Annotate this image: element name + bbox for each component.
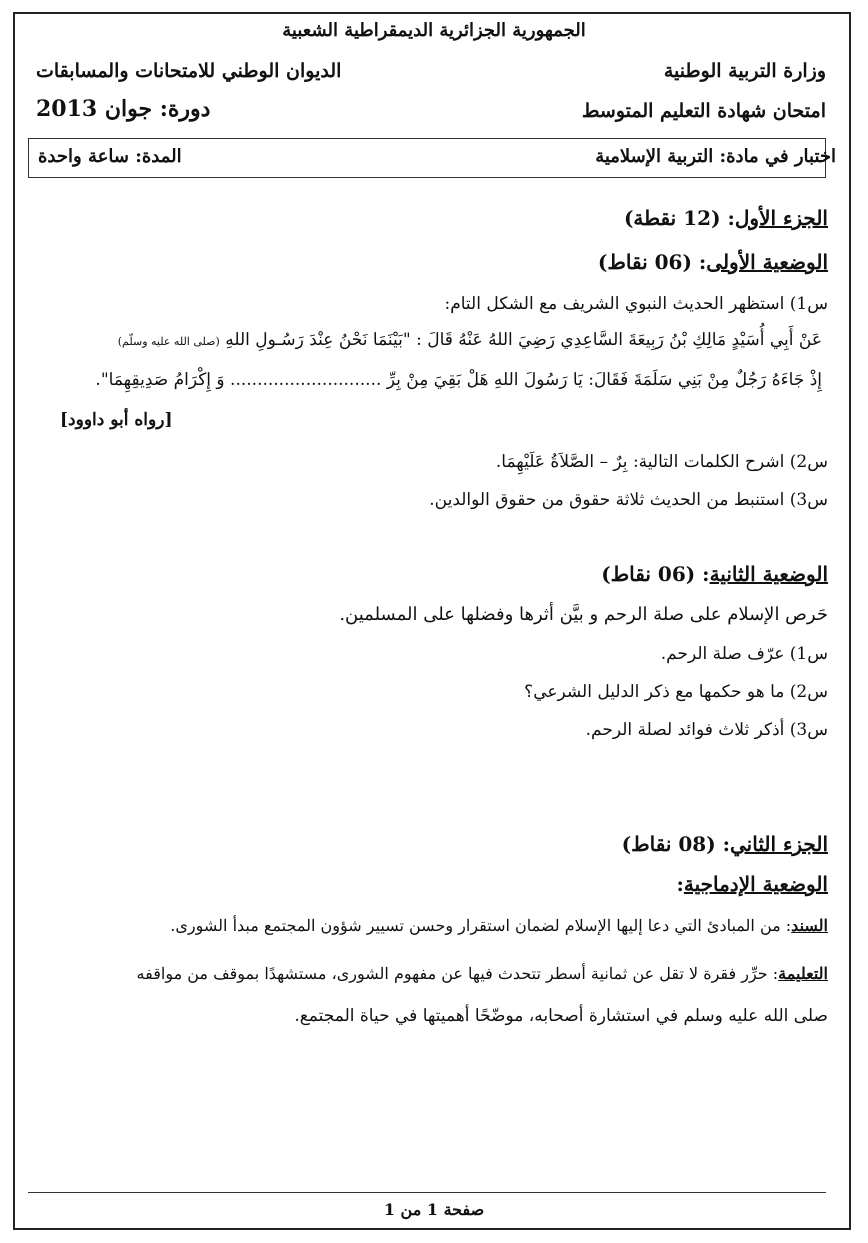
situation2-q1: س1) عرّف صلة الرحم. bbox=[660, 644, 828, 664]
exam-session: دورة: جوان 2013 bbox=[36, 96, 211, 122]
footer-rule bbox=[28, 1192, 826, 1193]
situation2-heading bbox=[601, 562, 828, 586]
situation2-q3: س3) أذكر ثلاث فوائد لصلة الرحم. bbox=[585, 720, 828, 740]
page-number: صفحة 1 من 1 bbox=[383, 1200, 485, 1219]
part1-points: : (12 نقطة) bbox=[623, 206, 735, 230]
situation2-intro: حَرص الإسلام على صلة الرحم و بيَّن أثرها وفضلها على المسلمين. bbox=[339, 604, 828, 625]
ministry-name: وزارة التربية الوطنية bbox=[663, 60, 826, 82]
part1-heading bbox=[624, 206, 828, 230]
integrative-heading bbox=[676, 872, 828, 896]
situation1-q3: س3) استنبط من الحديث ثلاثة حقوق من حقوق الوالدين. bbox=[429, 490, 828, 510]
instruction-line1 bbox=[137, 964, 828, 983]
support-label: السند bbox=[791, 916, 828, 935]
situation1-q2: س2) اشرح الكلمات التالية: بِرٌ – الصَّلاَةُ عَلَيْهِمَا. bbox=[495, 452, 828, 472]
part2-title: الجزء الثاني bbox=[730, 832, 828, 856]
integrative-colon: : bbox=[676, 872, 684, 896]
situation1-heading bbox=[598, 250, 828, 274]
republic-title: الجمهورية الجزائرية الديمقراطية الشعبية bbox=[282, 20, 586, 41]
situation1-title: الوضعية الأولى bbox=[706, 250, 828, 274]
integrative-title: الوضعية الإدماجية bbox=[683, 872, 828, 896]
hadith-text1: عَنْ أَبِي أُسَيْدٍ مَالِكِ بْنُ رَبِيعَةَ السَّاعِدِي رَضِيَ اللهُ عَنْهُ قَالَ : "بَيْنَمَا نَحْنُ عِنْدَ رَسُـولِ اللهِ bbox=[225, 330, 822, 350]
hadith-source: [رواه أبو داوود] bbox=[60, 410, 173, 430]
instruction-line2: صلى الله عليه وسلم في استشارة أصحابه، موضّحًا أهميتها في حياة المجتمع. bbox=[294, 1006, 828, 1026]
instruction-label: التعليمة bbox=[778, 964, 828, 983]
situation1-points: : (06 نقاط) bbox=[597, 250, 707, 274]
subject-label: اختبار في مادة: التربية الإسلامية bbox=[595, 146, 836, 167]
office-name: الديوان الوطني للامتحانات والمسابقات bbox=[36, 60, 342, 82]
situation2-q2: س2) ما هو حكمها مع ذكر الدليل الشرعي؟ bbox=[524, 682, 828, 702]
exam-title: امتحان شهادة التعليم المتوسط bbox=[581, 100, 826, 122]
part1-title: الجزء الأول bbox=[734, 206, 828, 230]
support-paragraph bbox=[170, 916, 828, 935]
situation2-points: : (06 نقاط) bbox=[601, 562, 710, 586]
instruction-text1: : حرِّر فقرة لا تقل عن ثمانية أسطر تتحدث فيها عن مفهوم الشورى، مستشهدًا بموقف من مواقفه bbox=[136, 964, 779, 983]
part2-points: : (08 نقاط) bbox=[621, 832, 731, 856]
salutation: (صلى الله عليه وسلّم) bbox=[117, 335, 220, 348]
hadith-line1 bbox=[118, 330, 822, 350]
support-text: : من المبادئ التي دعا إليها الإسلام لضمان استقرار وحسن تسيير شؤون المجتمع مبدأ الشورى. bbox=[170, 916, 792, 935]
hadith-line2: إِذْ جَاءَهُ رَجُلٌ مِنْ بَنِي سَلَمَةَ فَقَالَ: يَا رَسُولَ اللهِ هَلْ بَقِيَ مِنْ بِرِّ ............................ وَ إِكْرَامُ صَدِيقِهِمَا". bbox=[95, 370, 822, 390]
duration-label: المدة: ساعة واحدة bbox=[38, 146, 182, 167]
part2-heading bbox=[622, 832, 828, 856]
situation1-q1: س1) استظهر الحديث النبوي الشريف مع الشكل التام: bbox=[444, 294, 828, 314]
situation2-title: الوضعية الثانية bbox=[709, 562, 828, 586]
